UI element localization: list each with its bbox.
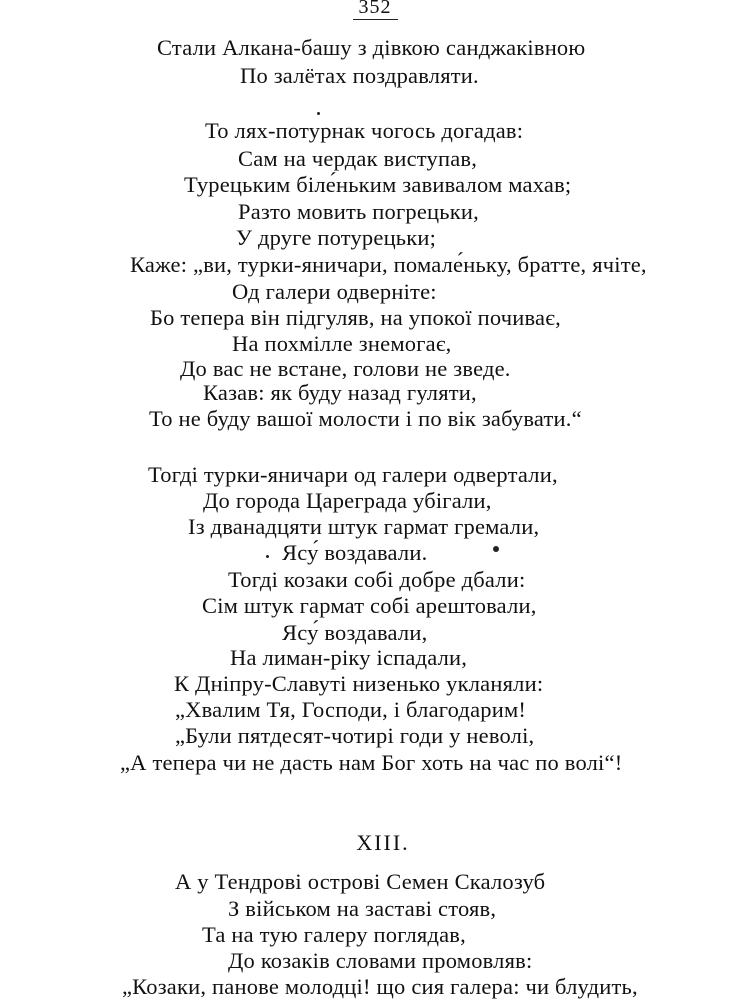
poem-line: До вас не встане, голови не зведе.: [180, 356, 511, 381]
poem-line: „А тепера чи не дасть нам Бог хоть на час по волі“!: [120, 750, 623, 775]
poem-line: Та на тую галеру поглядав,: [202, 922, 466, 947]
section-heading: XIII.: [356, 830, 410, 855]
poem-line: До города Цареграда убігали,: [203, 488, 492, 513]
poem-line: К Дніпру-Славуті низенько укланяли:: [174, 671, 544, 696]
page-number: 352: [0, 0, 750, 20]
ink-speck: [493, 546, 499, 552]
ink-speck: [266, 555, 269, 558]
poem-line: Од галери одверніте:: [232, 279, 437, 304]
poem-line: На похмілле знемогає,: [232, 331, 452, 356]
poem-line: Ясу́ воздавали,: [282, 620, 428, 645]
poem-line: Тогді турки-яничари од галери одвертали,: [148, 462, 558, 487]
poem-line: Сам на чердак виступав,: [238, 146, 478, 171]
poem-line: Каже: „ви, турки-яничари, помале́ньку, братте, ячіте,: [130, 252, 647, 277]
poem-line: А у Тендрові острові Семен Скалозуб: [175, 869, 546, 894]
poem-line: Із дванадцяти штук гармат гремали,: [188, 514, 540, 539]
poem-line: Тогді козаки собі добре дбали:: [228, 567, 526, 592]
poem-line: По залётах поздравляти.: [240, 63, 479, 88]
poem-line: Казав: як буду назад гуляти,: [203, 380, 477, 405]
poem-line: Ясу́ воздавали.: [282, 540, 428, 565]
poem-line: Турецьким біле́ньким завивалом махав;: [184, 172, 572, 197]
poem-line: „Хвалим Тя, Господи, і благодарим!: [175, 697, 527, 722]
poem-line: То не буду вашої молости і по вік забувати.“: [149, 406, 582, 431]
poem-line: До козаків словами промовляв:: [228, 948, 533, 973]
poem-line: Разто мовить погрецьки,: [238, 199, 479, 224]
poem-line: „Козаки, панове молодці! що сия галера: чи блудить,: [122, 974, 638, 999]
poem-line: Бо тепера він підгуляв, на упокої почиває,: [150, 305, 561, 330]
poem-line: На лиман-ріку іспадали,: [230, 645, 468, 670]
poem-line: З військом на заставі стояв,: [228, 896, 497, 921]
poem-line: Сім штук гармат собі арештовали,: [202, 593, 537, 618]
poem-line: У друге потурецьки;: [236, 225, 437, 250]
poem-line: Стали Алкана-башу з дівкою санджаківною: [157, 35, 586, 60]
poem-line: То лях-потурнак чогось догадав:: [205, 118, 524, 143]
ink-speck: [317, 112, 320, 115]
poem-line: „Були пятдесят-чотирі годи у неволі,: [175, 723, 535, 748]
